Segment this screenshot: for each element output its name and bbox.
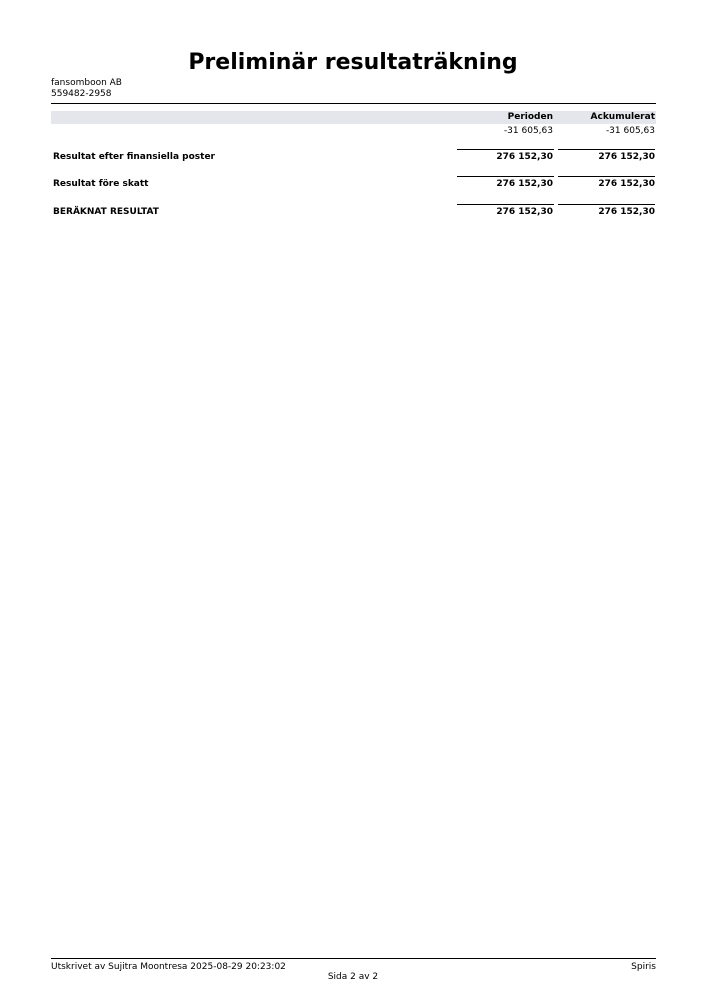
row-accumulated-value: 276 152,30	[598, 152, 655, 162]
row-period-value: 276 152,30	[496, 179, 553, 189]
row-label: Resultat efter finansiella poster	[53, 152, 215, 162]
sum-line-period	[457, 149, 554, 150]
page-title: Preliminär resultaträkning	[188, 50, 518, 75]
footer-divider	[51, 958, 656, 959]
row-accumulated-value: 276 152,30	[598, 207, 655, 217]
column-header-accumulated: Ackumulerat	[590, 112, 655, 122]
row-period-value: 276 152,30	[496, 207, 553, 217]
carryover-period-value: -31 605,63	[503, 126, 553, 136]
brand-name: Spiris	[631, 962, 656, 972]
printed-by: Utskrivet av Sujitra Moontresa 2025-08-29 20:23:02	[51, 962, 286, 972]
org-number: 559482-2958	[51, 89, 112, 99]
column-header-period: Perioden	[507, 112, 553, 122]
company-name: fansomboon AB	[51, 78, 122, 88]
company-info	[51, 78, 122, 100]
row-label: BERÄKNAT RESULTAT	[53, 207, 159, 217]
page-number: Sida 2 av 2	[327, 972, 379, 982]
sum-line-period	[457, 204, 554, 205]
row-label: Resultat före skatt	[53, 179, 149, 189]
sum-line-period	[457, 176, 554, 177]
row-period-value: 276 152,30	[496, 152, 553, 162]
row-accumulated-value: 276 152,30	[598, 179, 655, 189]
sum-line-accumulated	[558, 176, 655, 177]
sum-line-accumulated	[558, 149, 655, 150]
carryover-accumulated-value: -31 605,63	[605, 126, 655, 136]
sum-line-accumulated	[558, 204, 655, 205]
header-divider	[51, 103, 656, 104]
